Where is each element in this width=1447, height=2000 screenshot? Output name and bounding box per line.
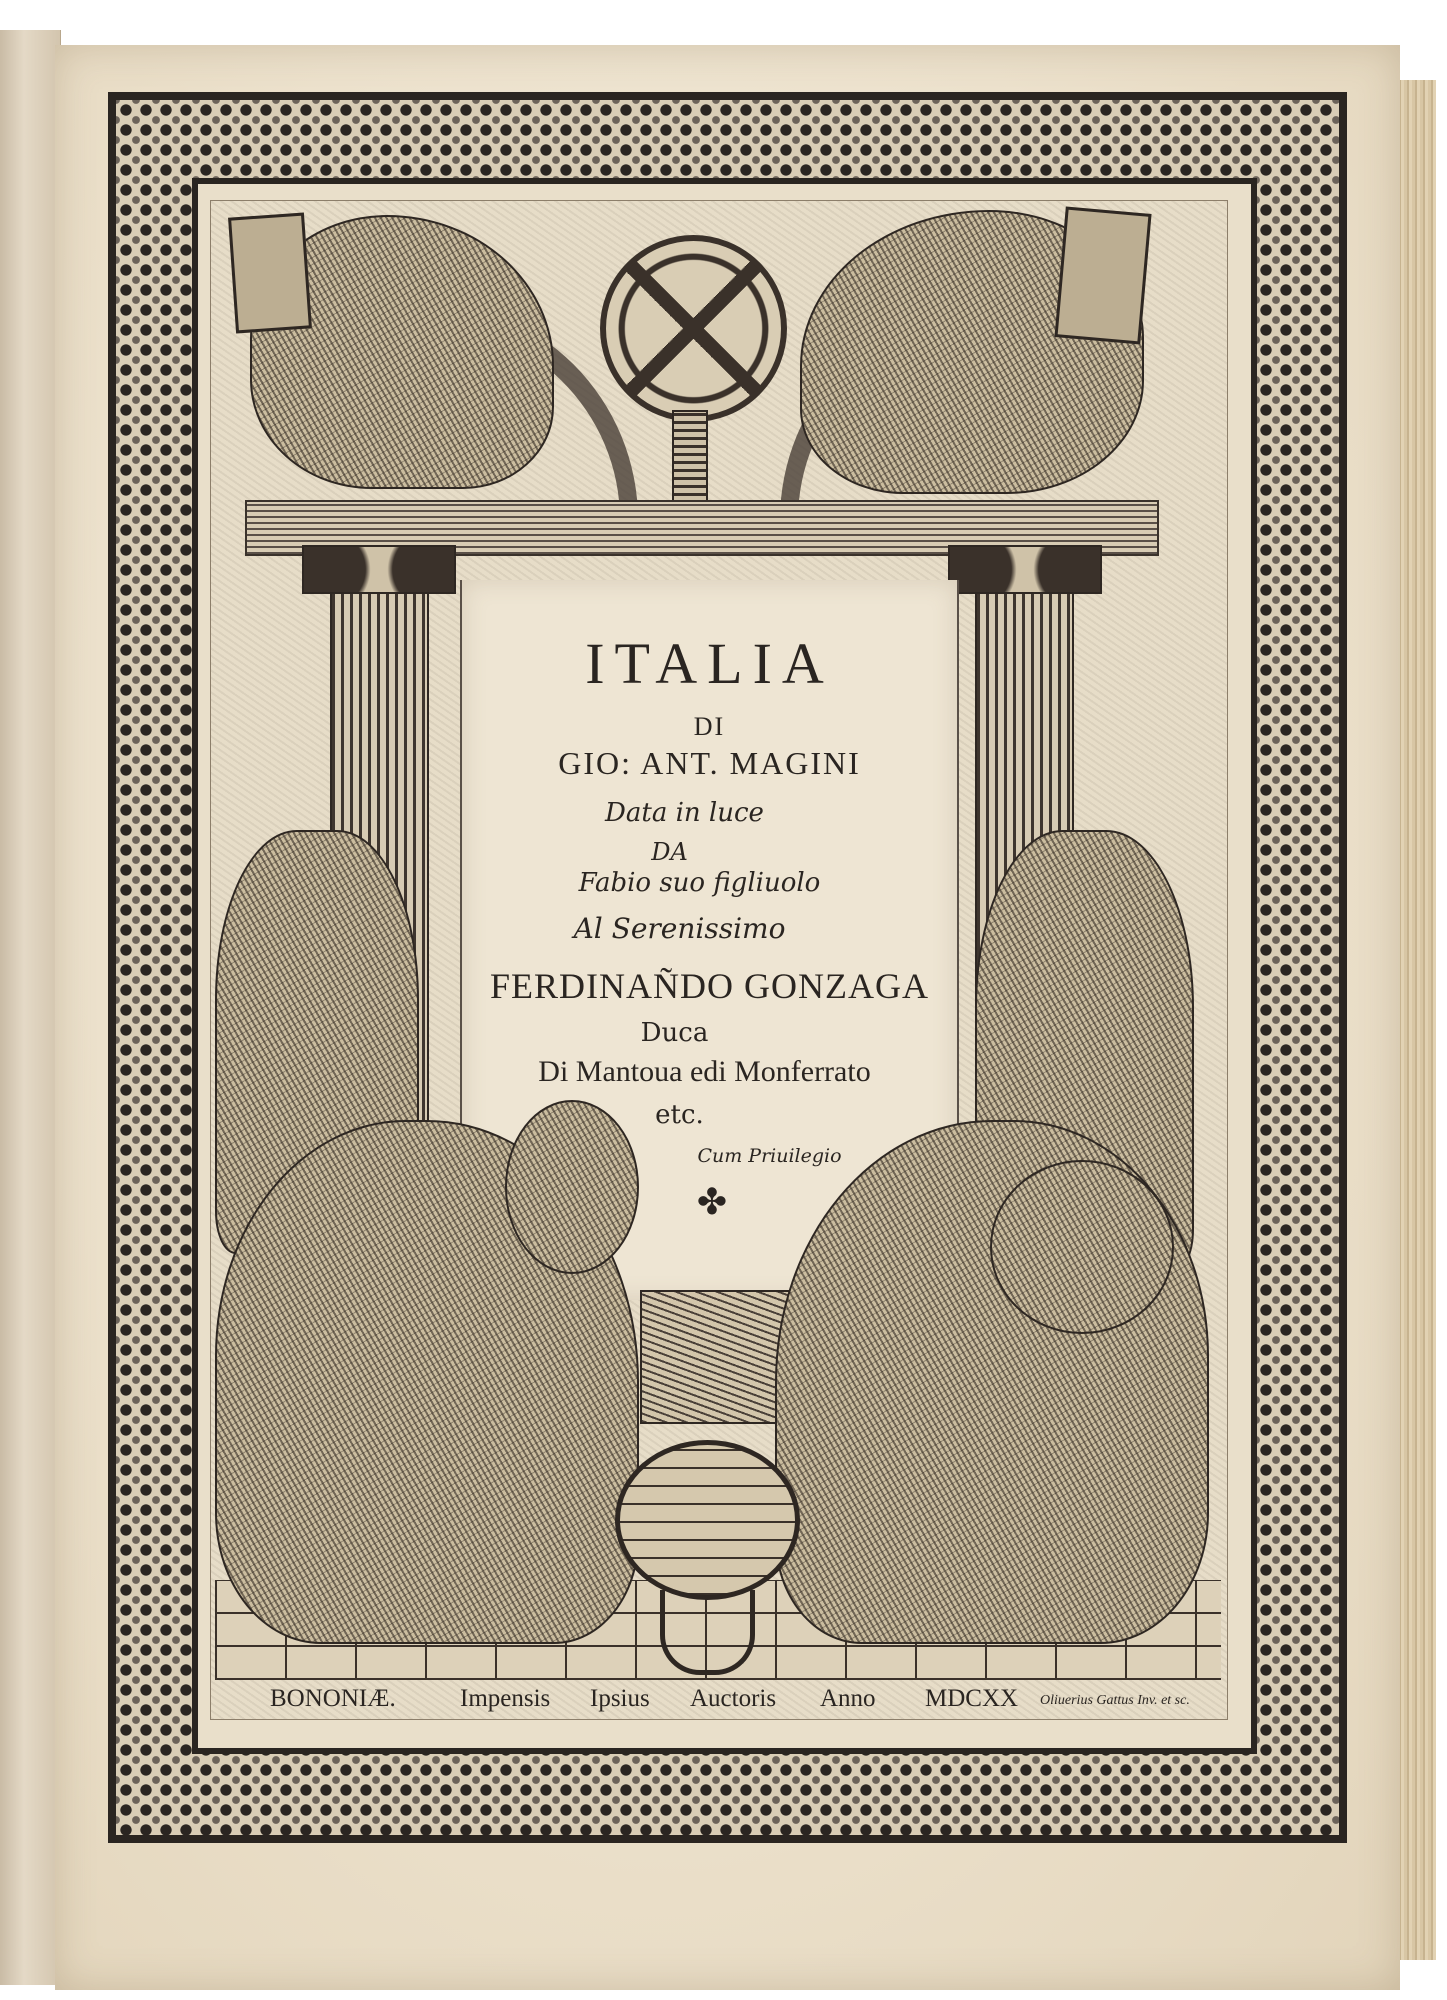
armillary-stand — [672, 410, 708, 506]
imprint-place: BONONIÆ. — [270, 1685, 396, 1712]
book-page-edges — [1395, 80, 1436, 1960]
imprint-year: MDCXX — [925, 1685, 1019, 1712]
book-title: ITALIA — [585, 631, 834, 696]
title-da: DA — [651, 838, 688, 866]
imprint-line — [215, 1685, 1221, 1717]
knot-ornament-icon: ✤ — [696, 1182, 728, 1223]
title-duca: Duca — [640, 1018, 709, 1048]
title-di: DI — [693, 712, 726, 741]
youth-figure — [505, 1100, 639, 1274]
title-etc: etc. — [655, 1100, 704, 1130]
editor-name: Fabio suo figliuolo — [578, 868, 821, 898]
ionic-capital-left — [302, 545, 456, 594]
book-icon-left — [228, 212, 312, 333]
privilege-note: Cum Priuilegio — [697, 1145, 842, 1167]
engraver-signature: Oliuerius Gattus Inv. et sc. — [1040, 1693, 1190, 1708]
author-name: GIO: ANT. MAGINI — [558, 745, 861, 781]
imprint-anno: Anno — [820, 1685, 876, 1712]
data-in-luce: Data in luce — [605, 798, 764, 828]
globe-stand — [660, 1590, 755, 1675]
ionic-capital-right — [948, 545, 1102, 594]
dedicatee-name: FERDINAÑDO GONZAGA — [490, 966, 929, 1006]
book-icon-right — [1054, 207, 1151, 345]
book-spine — [0, 30, 61, 1985]
cherub-right — [990, 1160, 1174, 1334]
armillary-sphere-icon — [600, 235, 787, 422]
al-serenissimo: Al Serenissimo — [573, 912, 786, 945]
imprint-ipsius: Ipsius — [590, 1685, 650, 1712]
imprint-auctoris: Auctoris — [690, 1685, 777, 1712]
imprint-impensis: Impensis — [460, 1685, 551, 1712]
globe-icon — [615, 1440, 800, 1600]
territories-line: Di Mantoua edi Monferrato — [538, 1055, 871, 1088]
